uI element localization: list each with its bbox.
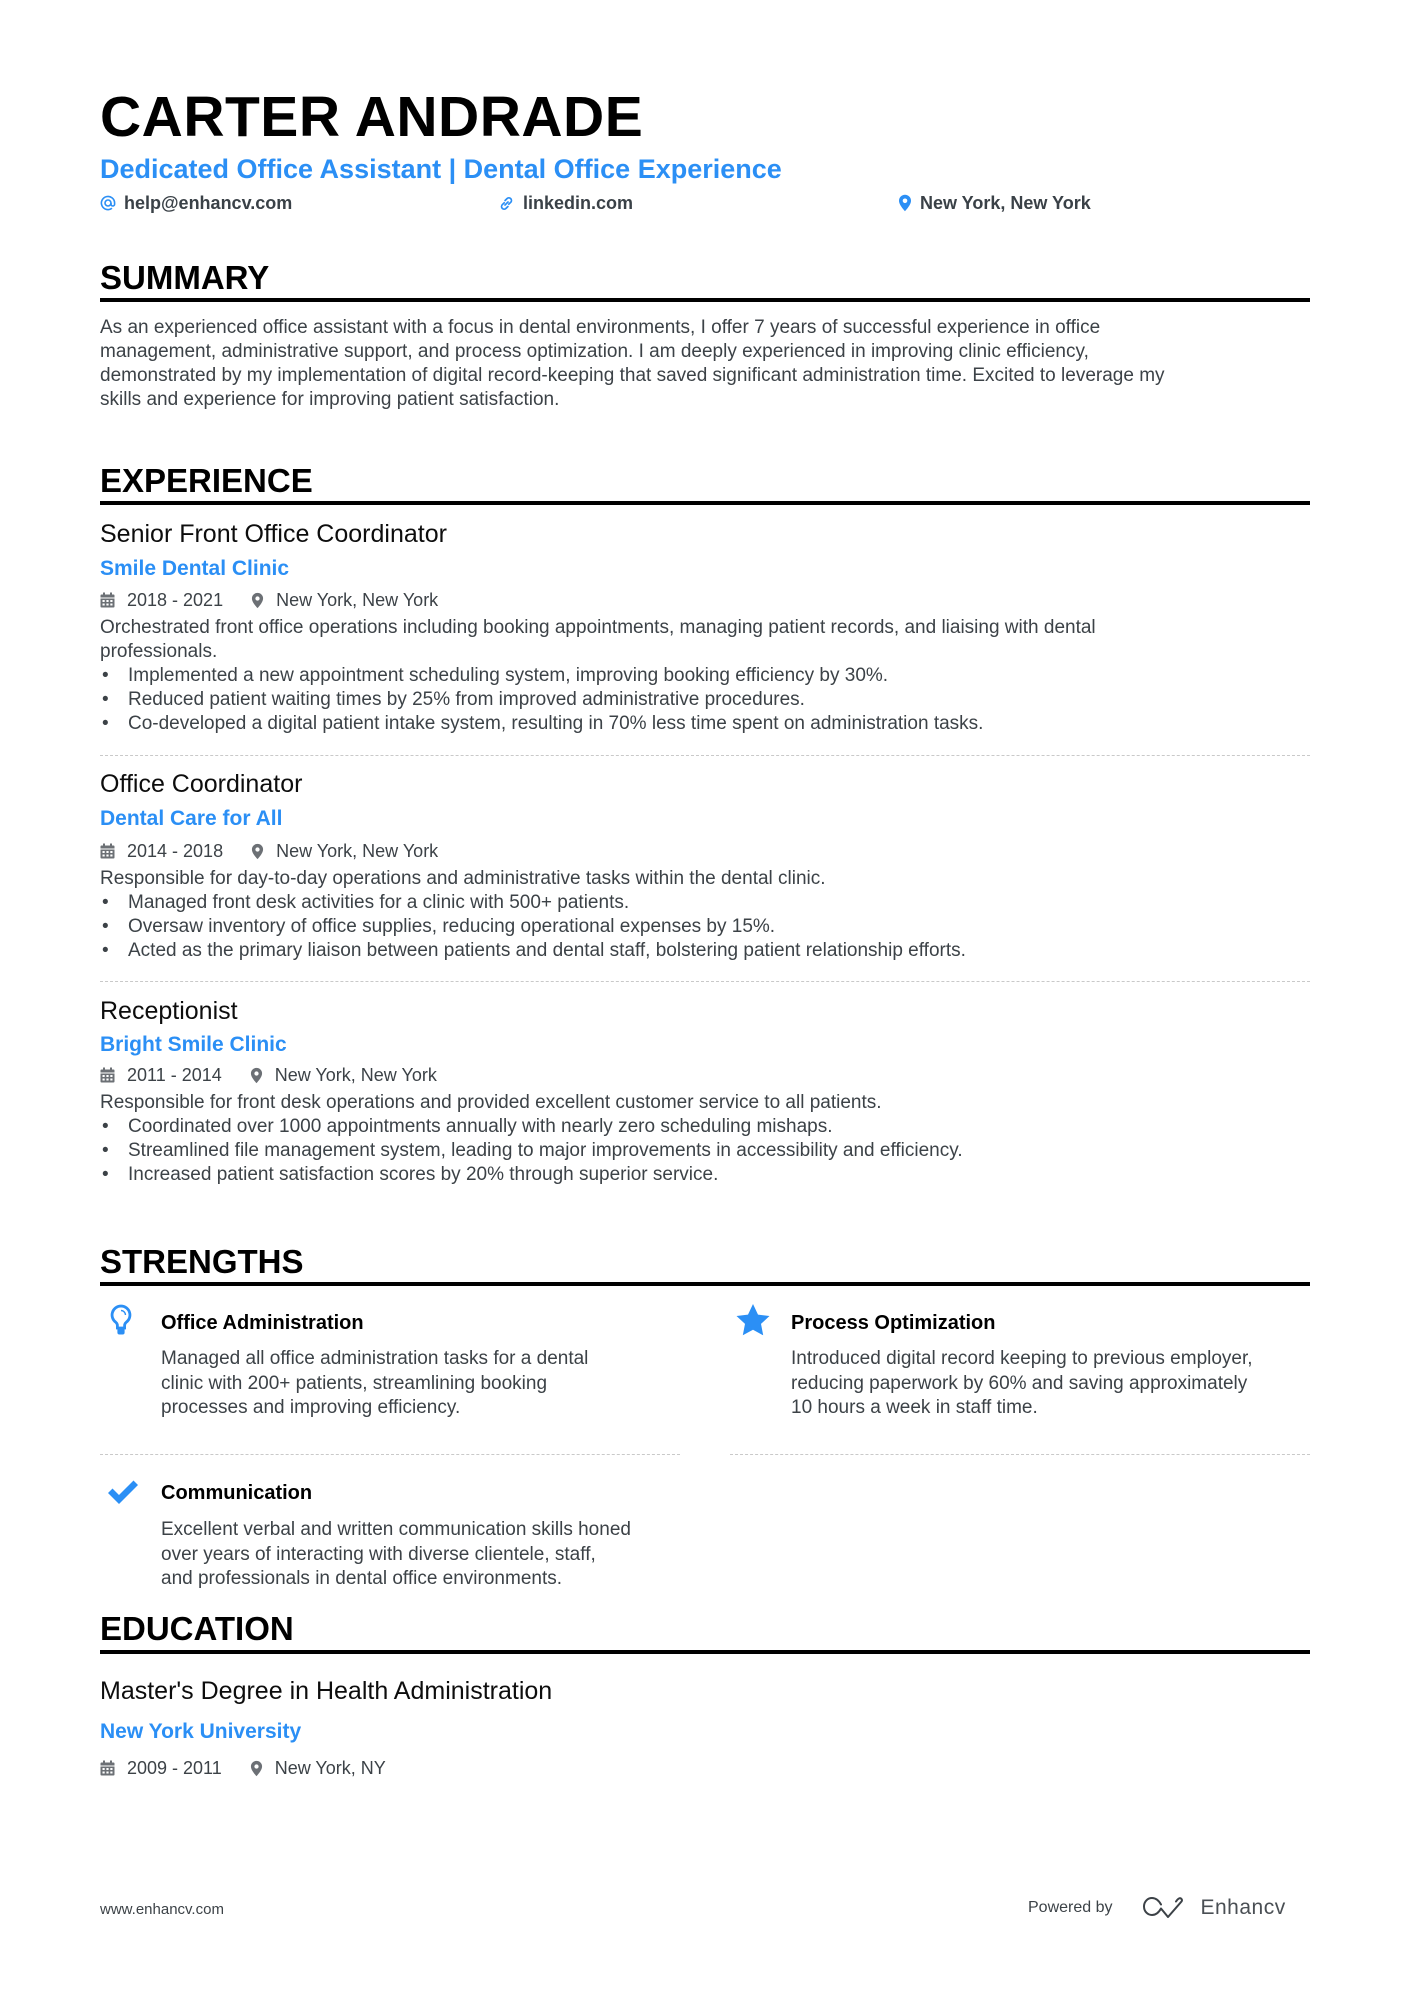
job-description <box>100 616 1310 664</box>
job-dates: 2014 - 2018 <box>127 841 224 861</box>
job-bullets <box>100 664 1310 736</box>
calendar-icon <box>100 1760 115 1776</box>
job-description <box>100 1091 1310 1115</box>
education-school: New York University <box>100 1720 302 1743</box>
candidate-name: CARTER ANDRADE <box>100 85 644 149</box>
experience-divider <box>100 501 1310 505</box>
strength-description-line: Introduced digital record keeping to previous employer, <box>791 1348 1253 1369</box>
education-dates: 2009 - 2011 <box>127 1758 222 1778</box>
star-icon <box>735 1303 771 1342</box>
job-description-line: Orchestrated front office operations including booking appointments, managing patient records, and liaising with dental <box>100 617 1096 638</box>
calendar-icon <box>100 1067 115 1083</box>
job-dates: 2018 - 2021 <box>127 590 224 610</box>
candidate-tagline: Dedicated Office Assistant | Dental Office Experience <box>100 154 782 184</box>
strength-description-line: processes and improving efficiency. <box>161 1397 461 1418</box>
location-pin-icon <box>898 194 912 212</box>
location-pin-icon <box>250 1760 263 1777</box>
location-pin-icon <box>250 1067 263 1084</box>
job-dates: 2011 - 2014 <box>127 1065 222 1085</box>
job-bullet: • Managed front desk activities for a clinic with 500+ patients. <box>100 891 1310 915</box>
strength-description-line: over years of interacting with diverse clientele, staff, <box>161 1543 596 1565</box>
job-company: Dental Care for All <box>100 807 283 830</box>
experience-heading: EXPERIENCE <box>100 462 313 499</box>
lightbulb-icon <box>110 1304 132 1343</box>
job-separator <box>100 755 1310 756</box>
job-meta <box>100 1064 437 1086</box>
contact-linkedin[interactable] <box>498 192 633 214</box>
enhancv-brand-label: Enhancv <box>1200 1896 1286 1919</box>
job-bullet: • Acted as the primary liaison between patients and dental staff, bolstering patient relationship efforts. <box>100 939 1310 963</box>
job-meta <box>100 840 438 862</box>
education-degree: Master's Degree in Health Administration <box>100 1677 553 1705</box>
link-icon <box>498 195 515 212</box>
summary-heading: SUMMARY <box>100 259 270 296</box>
job-description-line: professionals. <box>100 641 218 662</box>
strengths-divider <box>100 1282 1310 1286</box>
job-separator <box>100 981 1310 982</box>
job-bullet: • Implemented a new appointment scheduling system, improving booking efficiency by 30%. <box>100 664 1310 688</box>
job-company: Bright Smile Clinic <box>100 1033 287 1056</box>
strength-description-line: 10 hours a week in staff time. <box>791 1397 1038 1418</box>
strength-separator <box>730 1454 1310 1455</box>
calendar-icon <box>100 592 115 608</box>
job-location: New York, New York <box>276 841 439 861</box>
strength-description-line: Excellent verbal and written communication skills honed <box>161 1519 631 1540</box>
summary-divider <box>100 298 1310 302</box>
job-title: Receptionist <box>100 997 238 1025</box>
strength-title: Process Optimization <box>791 1312 996 1334</box>
contact-location <box>898 192 1091 214</box>
strength-description-line: and professionals in dental office environments. <box>161 1568 563 1589</box>
strength-description-line: clinic with 200+ patients, streamlining booking <box>161 1372 548 1394</box>
checkmark-icon <box>106 1478 140 1511</box>
location-pin-icon <box>251 592 264 609</box>
job-bullet: • Streamlined file management system, leading to major improvements in accessibility and efficiency. <box>100 1139 1310 1163</box>
job-bullets <box>100 1115 1310 1187</box>
summary-line: As an experienced office assistant with a focus in dental environments, I offer 7 years of successful experience in office <box>100 317 1101 338</box>
job-bullet: • Increased patient satisfaction scores by 20% through superior service. <box>100 1163 1310 1187</box>
education-meta <box>100 1757 386 1779</box>
contact-email[interactable] <box>100 192 292 214</box>
job-bullets <box>100 891 1310 963</box>
job-title: Senior Front Office Coordinator <box>100 520 447 548</box>
summary-line: management, administrative support, and process optimization. I am deeply experienced in improving clinic efficiency, <box>100 341 1089 362</box>
strength-title: Office Administration <box>161 1312 364 1334</box>
contact-email-label: help@enhancv.com <box>124 193 293 213</box>
contact-linkedin-label: linkedin.com <box>523 193 634 213</box>
strength-description <box>161 1347 681 1421</box>
job-location: New York, New York <box>276 590 439 610</box>
powered-by-label: Powered by <box>1028 1899 1113 1916</box>
location-pin-icon <box>251 843 264 860</box>
job-meta <box>100 589 438 611</box>
education-divider <box>100 1650 1310 1654</box>
contact-location-label: New York, New York <box>920 193 1091 213</box>
summary-text <box>100 316 1310 412</box>
education-location: New York, NY <box>274 1758 386 1778</box>
strength-description-line: reducing paperwork by 60% and saving approximately <box>791 1372 1248 1394</box>
job-description-line: Responsible for front desk operations and provided excellent customer service to all patients. <box>100 1092 882 1113</box>
at-icon <box>100 195 116 211</box>
footer-website-link[interactable]: www.enhancv.com <box>100 1901 224 1918</box>
footer-powered-by[interactable] <box>1028 1895 1286 1921</box>
education-heading: EDUCATION <box>100 1610 294 1647</box>
strength-title: Communication <box>161 1482 313 1504</box>
calendar-icon <box>100 843 115 859</box>
strength-description <box>161 1518 681 1592</box>
strength-description-line: Managed all office administration tasks for a dental <box>161 1348 589 1369</box>
job-description-line: Responsible for day-to-day operations and administrative tasks within the dental clinic. <box>100 868 826 889</box>
job-bullet: • Oversaw inventory of office supplies, reducing operational expenses by 15%. <box>100 915 1310 939</box>
job-location: New York, New York <box>274 1065 437 1085</box>
strengths-heading: STRENGTHS <box>100 1243 304 1280</box>
job-bullet: • Reduced patient waiting times by 25% from improved administrative procedures. <box>100 688 1310 712</box>
job-bullet: • Coordinated over 1000 appointments annually with nearly zero scheduling mishaps. <box>100 1115 1310 1139</box>
strength-description <box>791 1347 1311 1421</box>
job-company: Smile Dental Clinic <box>100 557 290 580</box>
strength-separator <box>100 1454 680 1455</box>
job-bullet: • Co-developed a digital patient intake system, resulting in 70% less time spent on administration tasks. <box>100 712 1310 736</box>
job-description <box>100 867 1310 891</box>
summary-line: skills and experience for improving patient satisfaction. <box>100 389 560 410</box>
summary-line: demonstrated by my implementation of digital record-keeping that saved significant administration time. Excited to leverage my <box>100 365 1165 386</box>
job-title: Office Coordinator <box>100 770 303 798</box>
enhancv-logo-icon <box>1141 1895 1189 1921</box>
